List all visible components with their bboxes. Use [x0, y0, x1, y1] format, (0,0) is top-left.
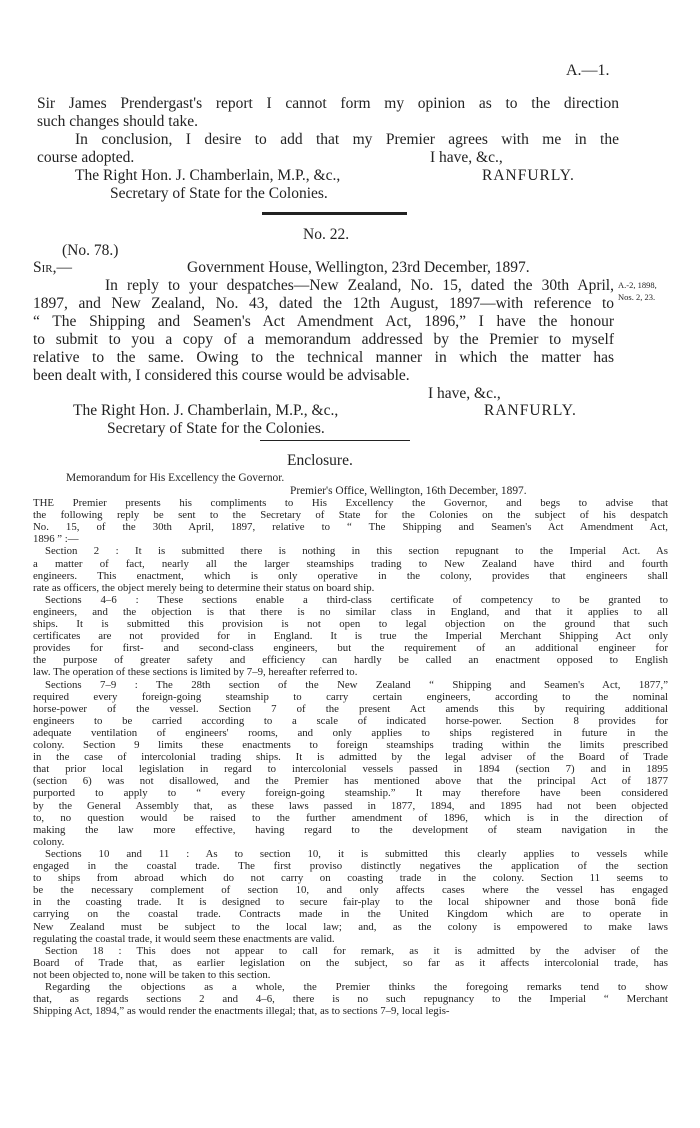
letter-line: 1897, and New Zealand, No. 43, dated the 12th August, 1897—with reference to [33, 295, 614, 312]
letter-addressee: The Right Hon. J. Chamberlain, M.P., &c., [73, 402, 339, 419]
memo-line: Regarding the objections as a whole, the Premier thinks the foregoing remarks tend to show [45, 981, 668, 993]
memo-line: engaged in the coastal trade. The first proviso distinctly negatives the application of the section [33, 860, 668, 872]
memo-line: (section 6) was not disallowed, and the Premier has mentioned above that the principal Act of 1877 [33, 775, 668, 788]
thin-rule [260, 440, 410, 441]
memo-line: carrying on the coastal trade. Contracts made in the United Kingdom which are to operate in [33, 908, 668, 921]
memo-line: rate as officers, the object merely being to determine their status on board ship. [33, 581, 375, 594]
memo-line: to ships from abroad which do not carry on coasting trade in the colony. Section 11 seems to [33, 872, 668, 885]
memo-line: in the coasting trade. It is designed to secure fair-play to the local shipowner and those bonâ fide [33, 896, 668, 909]
letter-signature: RANFURLY. [484, 402, 577, 419]
memo-line: No. 15, of the 30th April, 1897, relative to “ The Shipping and Seamen's Act Amendment Act, [33, 521, 668, 534]
memo-line: the following reply be sent to the Secretary of State for the Colonies on the subject of his despatch [33, 509, 668, 522]
page-reference: A.—1. [566, 62, 610, 79]
memo-line: Section 18 : This does not appear to call for remark, as it is admitted by the adviser of the [45, 944, 668, 957]
memo-line: be the necessary complement of section 10, and only affects cases where the vessel has engaged [33, 884, 668, 897]
memo-line: provides for first- and second-class engineers, but the requirement of an additional engineer for [33, 642, 668, 655]
memo-line: horse-power of the vessel. Section 7 of the present Act amends this by requiring additional [33, 702, 668, 715]
top-secretary: Secretary of State for the Colonies. [110, 185, 328, 202]
margin-note: A.-2, 1898, [618, 280, 657, 290]
memo-line: Board of Trade that, as earlier legislation on the subject, so far as it affects intercolonial trade, has [33, 956, 668, 969]
top-course-line: course adopted. [37, 149, 135, 166]
letter-line: been dealt with, I considered this course would be advisable. [33, 367, 410, 384]
memo-line: making the law more effective, having regard to the development of steam navigation in the [33, 823, 668, 836]
memo-line: Sections 7–9 : The 28th section of the New Zealand “ Shipping and Seamen's Act, 1877,” [45, 678, 668, 691]
memo-line: 1896 ” :— [33, 533, 79, 546]
letter-place-date: Government House, Wellington, 23rd December, 1897. [187, 259, 530, 276]
heavy-rule [262, 212, 407, 215]
memo-line: certificates are not provided for in England. It is true the Imperial Merchant Shipping Act only [33, 630, 668, 643]
memo-line: a matter of fact, nearly all the larger steamships trading to New Zealand have third and fourth [33, 557, 668, 570]
memo-line: that prior local legislation in regard to intercolonial vessels passed in 1894 (section 7) and in 1895 [33, 763, 668, 776]
memo-line: engineers, and the objection is that there is no similar class in England, and that it applies to all [33, 605, 668, 618]
letter-line: In reply to your despatches—New Zealand, No. 15, dated the 30th April, [105, 277, 614, 294]
letter-number: No. 22. [303, 226, 350, 243]
memo-line: purported to apply to “ every foreign-going steamship.” It may therefore have been considered [33, 787, 668, 800]
memo-line: Shipping Act, 1894,” as would render the enactments illegal; that, as to sections 7–9, local legis- [33, 1005, 450, 1018]
letter-number-78: (No. 78.) [62, 242, 119, 259]
letter-salutation: Sir,— [33, 259, 72, 276]
memo-line: Sections 4–6 : These sections enable a third-class certificate of competency to be granted to [45, 593, 668, 606]
top-signature: RANFURLY. [482, 167, 575, 184]
memo-line: colony. Section 9 limits these enactments to foreign steamships trading within the limits prescribed [33, 739, 668, 751]
enclosure-heading: Enclosure. [287, 452, 353, 469]
top-addressee: The Right Hon. J. Chamberlain, M.P., &c., [75, 167, 341, 184]
letter-line: relative to the same. Owing to the technical manner in which the matter has [33, 349, 614, 366]
memo-line: that, as regards sections 2 and 4–6, there is no such repugnancy to the Imperial “ Merchant [33, 993, 668, 1006]
memo-line: the purpose of greater safety and efficiency can hardly be called an enactment opposed to English [33, 654, 668, 667]
memo-line: to, no question would be raised to the further amendment of 1896, which is in the direction of [33, 811, 668, 824]
office-line: Premier's Office, Wellington, 16th December, 1897. [290, 485, 527, 497]
top-line: Sir James Prendergast's report I cannot form my opinion as to the direction [37, 95, 619, 112]
letter-secretary: Secretary of State for the Colonies. [107, 420, 325, 437]
memo-line: Section 2 : It is submitted there is nothing in this section repugnant to the Imperial Act. As [45, 545, 668, 558]
memo-line: Sections 10 and 11 : As to section 10, it is submitted this clearly applies to vessels while [45, 847, 668, 860]
memo-title: Memorandum for His Excellency the Governor. [66, 472, 285, 484]
memo-line: engineers to be carried according to a scale of indicated horse-power. Section 8 provides for [33, 714, 668, 727]
top-i-have: I have, &c., [430, 149, 503, 166]
top-line: In conclusion, I desire to add that my Premier agrees with me in the [75, 131, 619, 148]
memo-line: by the General Assembly that, as these laws passed in 1877, 1894, and 1895 had not been objected [33, 799, 668, 812]
memo-line: regulating the coastal trade, it would seem these enactments are valid. [33, 932, 335, 945]
letter-line: “ The Shipping and Seamen's Act Amendment Act, 1896,” I have the honour [33, 313, 614, 330]
memo-line: New Zealand must be subject to the local law; and, as the colony is empowered to make laws [33, 920, 668, 933]
top-line: such changes should take. [37, 113, 198, 130]
letter-i-have: I have, &c., [428, 385, 501, 402]
memo-line: THE Premier presents his compliments to His Excellency the Governor, and begs to advise that [33, 497, 668, 509]
memo-line: law. The operation of these sections is limited by 7–9, hereafter referred to. [33, 666, 358, 679]
memo-line: engineers. This enactment, which is only operative in the colony, provides that engineers shall [33, 569, 668, 582]
letter-line: to submit to you a copy of a memorandum addressed by the Premier to myself [33, 331, 614, 348]
memo-line: colony. [33, 835, 65, 848]
memo-line: not been objected to, none will be taken to this section. [33, 968, 271, 981]
memo-line: in the case of intercolonial trading ships. It is admitted by the legal adviser of the Board of Trade [33, 751, 668, 764]
margin-note: Nos. 2, 23. [618, 292, 656, 302]
memo-line: adequate ventilation of engineers' rooms, and only applies to ships registered in future in the [33, 726, 668, 739]
memo-line: required every foreign-going steamship to carry certain engineers, according to the nominal [33, 690, 668, 703]
memo-line: ships. It is submitted this provision is not open to legal objection on the ground that such [33, 618, 668, 630]
